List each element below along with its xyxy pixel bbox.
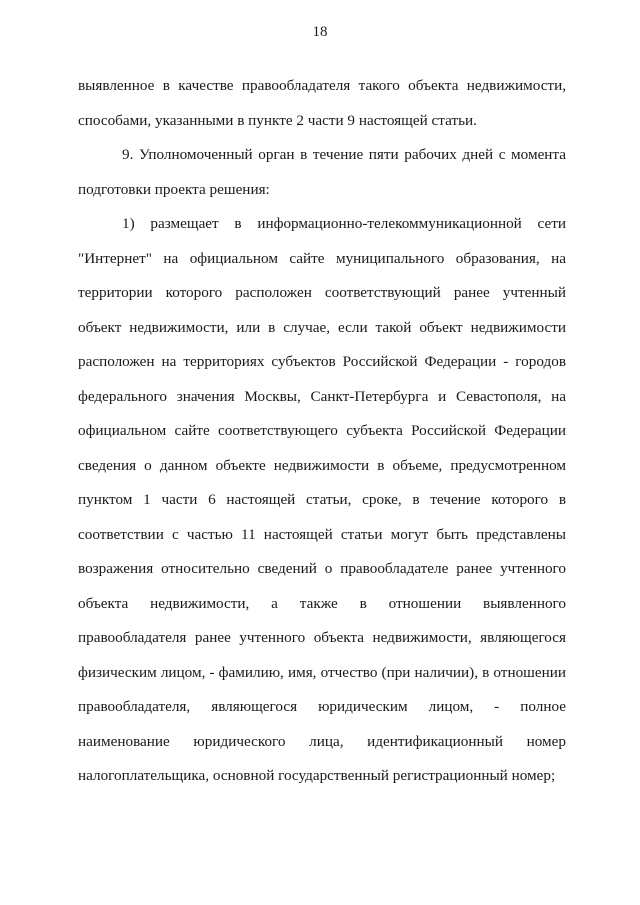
text-line: наименование юридического лица, идентификационный номер (78, 732, 566, 750)
text-line: соответствии с частью 11 настоящей статьи могут быть представлены (78, 525, 566, 543)
text-line: налогоплательщика, основной государственный регистрационный номер; (78, 767, 556, 784)
text-line: физическим лицом, - фамилию, имя, отчество (при наличии), в отношении (78, 663, 566, 681)
text-line: официальном сайте соответствующего субъекта Российской Федерации (78, 422, 566, 439)
text-line: сведения о данном объекте недвижимости в объеме, предусмотренном (78, 456, 566, 474)
text-line: территории которого расположен соответствующий ранее учтенный (78, 284, 566, 301)
text-line: 1) размещает в информационно-телекоммуникационной сети (122, 215, 566, 232)
text-line: "Интернет" на официальном сайте муниципального образования, на (78, 249, 566, 267)
text-line: федерального значения Москвы, Санкт-Петербурга и Севастополя, на (78, 387, 566, 405)
page-number: 18 (312, 24, 328, 40)
text-line: расположен на территориях субъектов Российской Федерации - городов (78, 353, 566, 370)
document-body (78, 76, 566, 801)
text-line: правообладателя, являющегося юридическим лицом, - полное (78, 698, 566, 715)
text-line: подготовки проекта решения: (78, 180, 270, 198)
text-line: пунктом 1 части 6 настоящей статьи, сроке, в течение которого в (78, 491, 566, 508)
text-line: способами, указанными в пункте 2 части 9 настоящей статьи. (78, 111, 477, 129)
text-line: выявленное в качестве правообладателя такого объекта недвижимости, (78, 77, 566, 94)
text-line: 9. Уполномоченный орган в течение пяти рабочих дней с момента (122, 146, 566, 163)
text-line: возражения относительно сведений о правообладателе ранее учтенного (78, 560, 566, 577)
text-line: объекта недвижимости, а также в отношении выявленного (78, 594, 566, 612)
text-line: правообладателя ранее учтенного объекта недвижимости, являющегося (78, 629, 566, 646)
text-line: объект недвижимости, или в случае, если такой объект недвижимости (78, 318, 566, 336)
